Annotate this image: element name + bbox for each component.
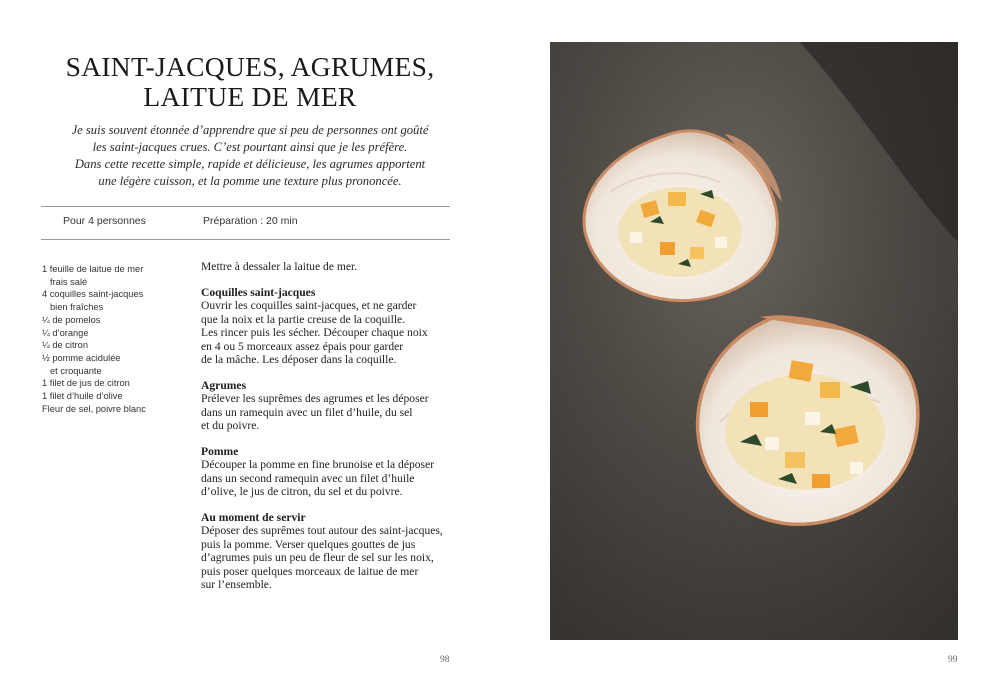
ingredient-item-continued: frais salé bbox=[50, 276, 88, 287]
step-title: Pomme bbox=[201, 444, 239, 458]
step-line: Prélever les suprêmes des agrumes et les déposer bbox=[201, 392, 429, 405]
recipe-title-line: SAINT-JACQUES, AGRUMES, bbox=[65, 51, 435, 82]
recipe-steps bbox=[201, 260, 463, 604]
recipe-title-line: LAITUE DE MER bbox=[143, 81, 357, 112]
ingredient-item: ¼ de pomelos bbox=[42, 314, 101, 325]
step-intro bbox=[201, 260, 463, 274]
step-line: Déposer des suprêmes tout autour des saint-jacques, bbox=[201, 524, 443, 537]
ingredients-list bbox=[42, 263, 192, 415]
step-line: que la noix et la partie creuse de la coquille. bbox=[201, 312, 406, 326]
recipe-intro bbox=[40, 122, 460, 190]
bottom-divider bbox=[41, 239, 450, 240]
recipe-photo bbox=[550, 42, 958, 640]
page-number-right: 99 bbox=[948, 655, 958, 665]
scallop-tartare-top bbox=[618, 187, 742, 277]
ingredient-item: 1 filet d’huile d’olive bbox=[42, 391, 123, 402]
step-coquilles bbox=[201, 286, 463, 367]
step-line: dans un second ramequin avec un filet d’huile bbox=[201, 471, 415, 485]
page-number-left: 98 bbox=[440, 655, 450, 665]
ingredient-item: ¼ de citron bbox=[42, 340, 88, 351]
step-line: dans un ramequin avec un filet d’huile, du sel bbox=[201, 405, 413, 419]
scallop-shells-photo bbox=[550, 42, 958, 640]
top-divider bbox=[41, 206, 450, 207]
step-line: d’olive, le jus de citron, du sel et du poivre. bbox=[201, 485, 403, 498]
intro-line: Dans cette recette simple, rapide et délicieuse, les agrumes apportent bbox=[74, 157, 426, 171]
step-line: Les rincer puis les sécher. Découper chaque noix bbox=[201, 326, 428, 339]
step-pomme bbox=[201, 445, 463, 499]
step-servir bbox=[201, 511, 463, 592]
step-line: et du poivre. bbox=[201, 419, 260, 432]
ingredient-item: 4 coquilles saint-jacques bbox=[42, 289, 144, 300]
step-line: puis la pomme. Verser quelques gouttes de jus bbox=[201, 537, 416, 551]
intro-line: les saint-jacques crues. C’est pourtant ainsi que je les préfère. bbox=[92, 140, 408, 154]
ingredient-item: Fleur de sel, poivre blanc bbox=[42, 403, 146, 414]
preparation-time: Préparation : 20 min bbox=[203, 215, 298, 227]
servings: Pour 4 personnes bbox=[63, 215, 146, 227]
ingredient-item: 1 filet de jus de citron bbox=[42, 378, 130, 389]
ingredient-item-continued: bien fraîches bbox=[50, 302, 104, 313]
ingredient-item: ½ pomme acidulée bbox=[42, 352, 121, 363]
step-agrumes bbox=[201, 379, 463, 433]
intro-line: une légère cuisson, et la pomme une texture plus prononcée. bbox=[98, 174, 402, 188]
step-title: Agrumes bbox=[201, 378, 247, 392]
ingredient-item: ¼ d’orange bbox=[42, 327, 89, 338]
recipe-title bbox=[40, 52, 460, 112]
ingredient-item: 1 feuille de laitue de mer bbox=[42, 264, 144, 274]
intro-line: Je suis souvent étonnée d’apprendre que si peu de personnes ont goûté bbox=[71, 123, 429, 137]
step-title: Coquilles saint-jacques bbox=[201, 285, 316, 299]
step-line: Découper la pomme en fine brunoise et la déposer bbox=[201, 458, 435, 471]
step-line: puis poser quelques morceaux de laitue de mer bbox=[201, 564, 419, 578]
step-line: d’agrumes puis un peu de fleur de sel sur les noix, bbox=[201, 551, 434, 564]
step-line: Mettre à dessaler la laitue de mer. bbox=[201, 260, 358, 273]
ingredient-item-continued: et croquante bbox=[50, 365, 102, 376]
step-line: Ouvrir les coquilles saint-jacques, et ne garder bbox=[201, 299, 417, 312]
step-line: sur l’ensemble. bbox=[201, 578, 272, 591]
step-title: Au moment de servir bbox=[201, 510, 306, 524]
step-line: de la mâche. Les déposer dans la coquille. bbox=[201, 353, 397, 366]
step-line: en 4 ou 5 morceaux assez épais pour garder bbox=[201, 339, 404, 353]
